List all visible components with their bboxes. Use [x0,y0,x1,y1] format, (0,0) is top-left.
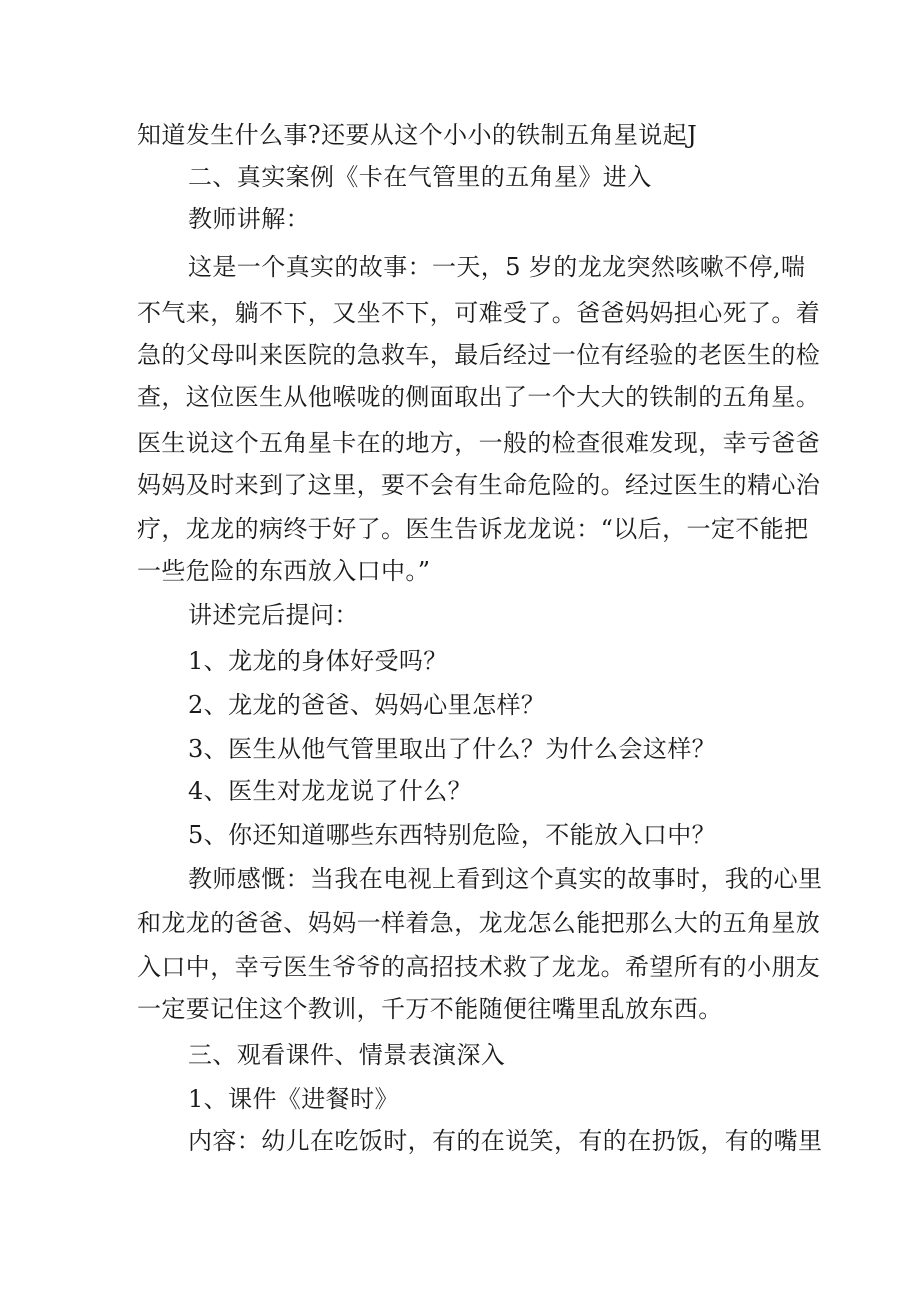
text-line: 入口中，幸亏医生爷爷的高招技术救了龙龙。希望所有的小朋友 [137,953,821,981]
text-line: 这是一个真实的故事：一天，5 岁的龙龙突然咳嗽不停,喘 [188,253,806,281]
question-item: 4、医生对龙龙说了什么？ [188,777,473,805]
text-line: 和龙龙的爸爸、妈妈一样着急，龙龙怎么能把那么大的五角星放 [137,909,821,937]
text-line: 医生说这个五角星卡在的地方，一般的检查很难发现，幸亏爸爸 [137,429,821,457]
paragraph-label: 讲述完后提问： [188,601,359,629]
section-heading: 二、真实案例《卡在气管里的五角星》进入 [188,163,652,191]
question-item: 5、你还知道哪些东西特别危险，不能放入口中？ [188,821,717,849]
question-item: 3、医生从他气管里取出了什么？为什么会这样？ [188,735,717,763]
text-line: 不气来，躺不下，又坐不下，可难受了。爸爸妈妈担心死了。着 [137,299,821,327]
text-line: 教师感慨：当我在电视上看到这个真实的故事时，我的心里 [188,865,823,893]
text-line: 查，这位医生从他喉咙的侧面取出了一个大大的铁制的五角星。 [137,383,821,411]
question-item: 1、龙龙的身体好受吗？ [188,647,448,675]
text-line: 急的父母叫来医院的急救车，最后经过一位有经验的老医生的检 [137,341,821,369]
text-line: 疗，龙龙的病终于好了。医生告诉龙龙说：“以后，一定不能把 [137,515,809,543]
text-line: 一定要记住这个教训，千万不能随便往嘴里乱放东西。 [137,995,723,1023]
text-line: 一些危险的东西放入口中。” [137,557,431,585]
text-line: 内容：幼儿在吃饭时，有的在说笑，有的在扔饭，有的嘴里 [188,1127,823,1155]
question-item: 2、龙龙的爸爸、妈妈心里怎样？ [188,691,546,719]
text-line: 妈妈及时来到了这里，要不会有生命危险的。经过医生的精心治 [137,471,821,499]
paragraph-label: 教师讲解： [188,205,310,233]
subsection-heading: 1、课件《进餐时》 [188,1085,399,1113]
section-heading: 三、观看课件、情景表演深入 [188,1041,506,1069]
text-line: 知道发生什么事?还要从这个小小的铁制五角星说起J [137,121,698,149]
